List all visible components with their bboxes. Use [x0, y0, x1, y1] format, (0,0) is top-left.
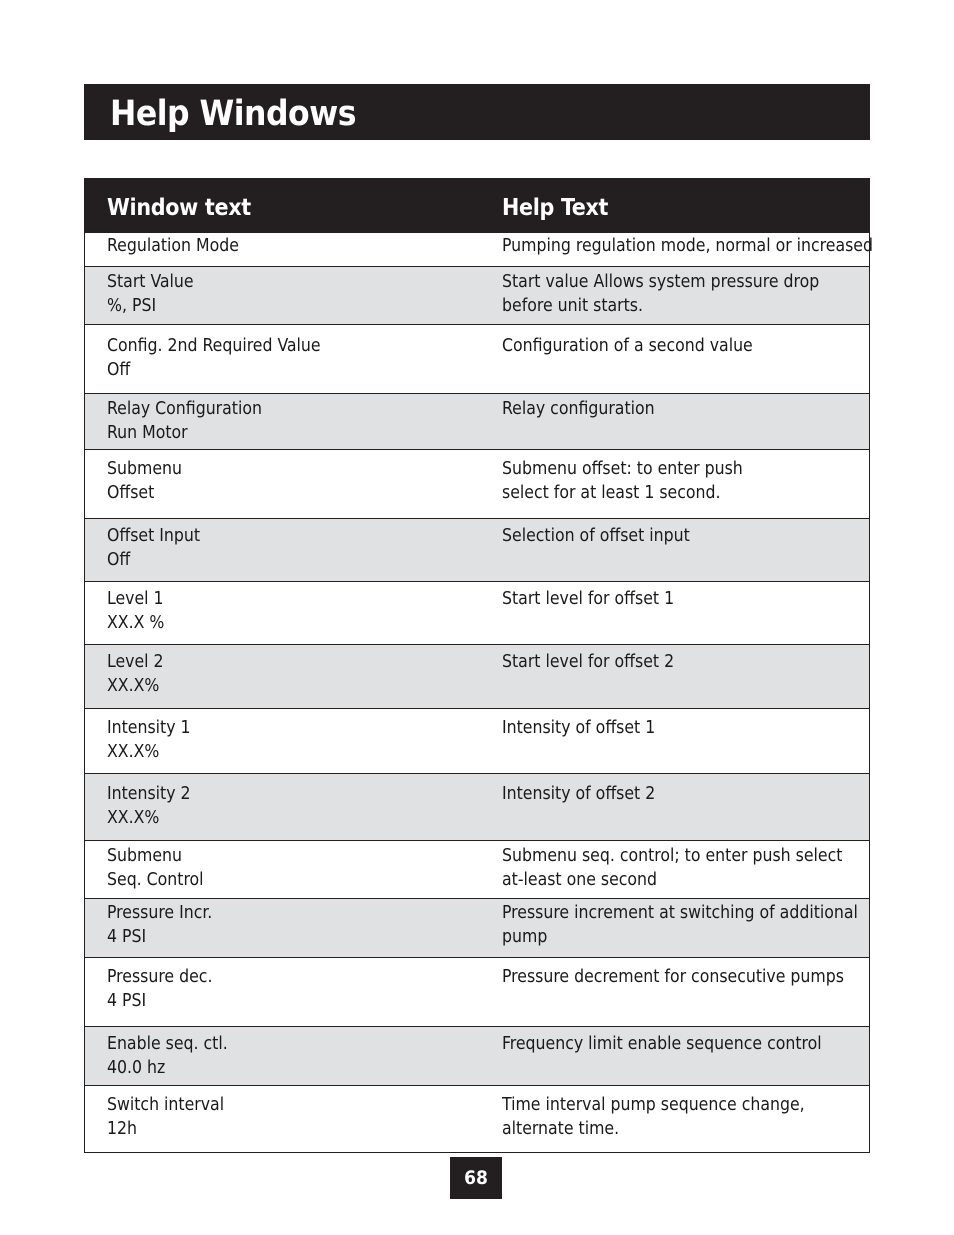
window-text-line: Pressure Incr.: [107, 903, 213, 923]
help-text-line: Start value Allows system pressure drop: [502, 272, 820, 292]
window-text-line: Offset Input: [107, 526, 201, 546]
window-text-line: Submenu: [107, 459, 182, 479]
help-text-line: Pumping regulation mode, normal or increased: [502, 236, 873, 256]
help-text-line: Submenu offset: to enter push: [502, 459, 743, 479]
cell-help-text: [502, 334, 870, 358]
cell-window-text: [107, 965, 487, 1013]
window-text-line: Submenu: [107, 846, 182, 866]
window-text-line: Start Value: [107, 272, 194, 292]
window-text-line: Relay Configuration: [107, 399, 262, 419]
help-text-line: before unit starts.: [502, 296, 643, 316]
cell-window-text: [107, 1032, 487, 1080]
help-text-line: Relay configuration: [502, 399, 655, 419]
help-text-line: Start level for offset 1: [502, 589, 675, 609]
help-text-line: Intensity of offset 1: [502, 718, 656, 738]
cell-help-text: [502, 716, 870, 740]
window-text-line: Switch interval: [107, 1095, 225, 1115]
cell-window-text: [107, 397, 487, 445]
header-window-text: Window text: [107, 195, 251, 221]
window-text-line: Regulation Mode: [107, 236, 239, 256]
help-text-line: Selection of offset input: [502, 526, 690, 546]
window-text-line: Offset: [107, 483, 155, 503]
cell-window-text: [107, 587, 487, 635]
header-help-text: Help Text: [502, 195, 609, 221]
help-text-line: Frequency limit enable sequence control: [502, 1034, 822, 1054]
page-number: 68: [450, 1157, 502, 1199]
table-row: [85, 393, 869, 449]
table-row: [85, 1026, 869, 1085]
table-body: [85, 232, 873, 1152]
table-row: [85, 324, 869, 393]
cell-help-text: [502, 457, 870, 505]
cell-help-text: [502, 270, 870, 318]
cell-help-text: [502, 965, 870, 989]
window-text-line: XX.X%: [107, 742, 160, 762]
help-text-line: Start level for offset 2: [502, 652, 675, 672]
window-text-line: Config. 2nd Required Value: [107, 336, 321, 356]
cell-help-text: [502, 587, 870, 611]
table-row: [85, 449, 869, 518]
help-text-line: Configuration of a second value: [502, 336, 753, 356]
cell-window-text: [107, 457, 487, 505]
window-text-line: Level 2: [107, 652, 164, 672]
cell-window-text: [107, 334, 487, 382]
page-title: Help Windows: [110, 94, 356, 134]
cell-window-text: [107, 844, 487, 892]
cell-help-text: [502, 650, 870, 674]
table-row: [85, 773, 869, 840]
window-text-line: Pressure dec.: [107, 967, 213, 987]
cell-help-text: [502, 782, 870, 806]
cell-help-text: [502, 1093, 870, 1141]
window-text-line: %, PSI: [107, 296, 157, 316]
table-row: [85, 581, 869, 644]
cell-help-text: [502, 1032, 870, 1056]
cell-window-text: [107, 782, 487, 830]
window-text-line: 4 PSI: [107, 991, 147, 1011]
cell-help-text: [502, 524, 870, 548]
window-text-line: Intensity 1: [107, 718, 191, 738]
window-text-line: Off: [107, 550, 131, 570]
help-text-line: alternate time.: [502, 1119, 620, 1139]
window-text-line: Off: [107, 360, 131, 380]
table-row: [85, 898, 869, 957]
table-row: [85, 1085, 869, 1152]
window-text-line: XX.X%: [107, 808, 160, 828]
help-text-line: select for at least 1 second.: [502, 483, 721, 503]
window-text-line: 12h: [107, 1119, 138, 1139]
help-text-line: Time interval pump sequence change,: [502, 1095, 805, 1115]
help-text-line: pump: [502, 927, 548, 947]
cell-window-text: [107, 234, 487, 258]
cell-window-text: [107, 1093, 487, 1141]
window-text-line: Run Motor: [107, 423, 188, 443]
cell-window-text: [107, 716, 487, 764]
table-row: [85, 957, 869, 1026]
table-row: [85, 644, 869, 708]
cell-window-text: [107, 270, 487, 318]
window-text-line: XX.X %: [107, 613, 165, 633]
table-row: [85, 708, 869, 773]
cell-window-text: [107, 524, 487, 572]
window-text-line: 40.0 hz: [107, 1058, 166, 1078]
help-text-line: Submenu seq. control; to enter push select: [502, 846, 843, 866]
table-header: [85, 178, 869, 232]
window-text-line: 4 PSI: [107, 927, 147, 947]
help-text-line: at-least one second: [502, 870, 658, 890]
title-bar: [84, 84, 870, 140]
cell-window-text: [107, 650, 487, 698]
help-text-line: Pressure decrement for consecutive pumps: [502, 967, 844, 987]
cell-help-text: [502, 397, 870, 421]
help-text-line: Pressure increment at switching of additional: [502, 903, 858, 923]
window-text-line: XX.X%: [107, 676, 160, 696]
table-row: [85, 840, 869, 898]
help-table: [84, 178, 873, 1153]
cell-help-text: [502, 844, 870, 892]
table-row: [85, 266, 869, 324]
window-text-line: Intensity 2: [107, 784, 191, 804]
cell-help-text: [502, 901, 870, 949]
table-row: [85, 518, 869, 581]
window-text-line: Enable seq. ctl.: [107, 1034, 228, 1054]
cell-window-text: [107, 901, 487, 949]
window-text-line: Seq. Control: [107, 870, 204, 890]
cell-help-text: [502, 234, 873, 258]
table-row: [85, 232, 873, 266]
window-text-line: Level 1: [107, 589, 164, 609]
help-text-line: Intensity of offset 2: [502, 784, 656, 804]
